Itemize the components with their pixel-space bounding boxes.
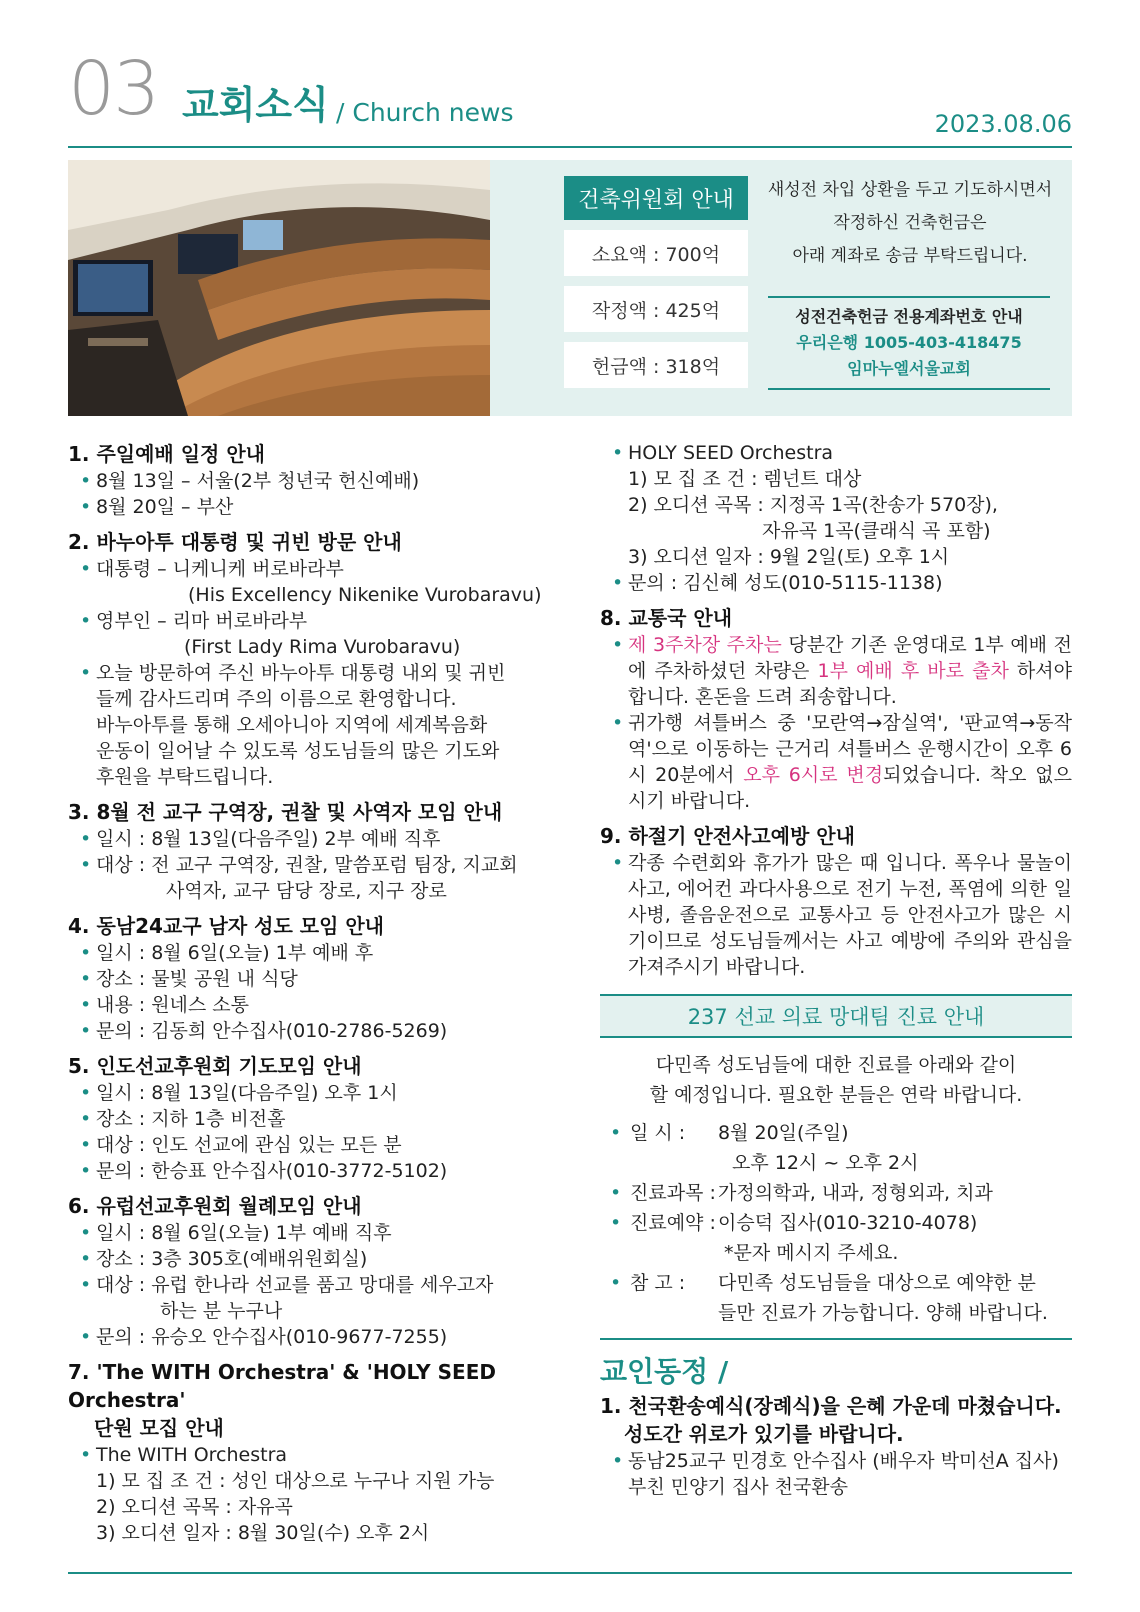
notice-section	[68, 1358, 552, 1546]
account-number: 우리은행 1005-403-418475	[796, 333, 1022, 352]
list-item: • 오늘 방문하여 주신 바누아투 대통령 내외 및 귀빈	[68, 660, 552, 686]
list-item-cont: 3) 오디션 일자 : 9월 2일(토) 오후 1시	[628, 546, 950, 568]
list-item: • 각종 수련회와 휴가가 많은 때 입니다. 폭우나 물놀이 사고, 에어컨 과다사용으로 전기 누전, 폭염에 의한 일사병, 졸음운전으로 교통사고 등 안전사고가 많은 시기이므로 성도님들께서는 사고 예방에 주의와 관심을 가져주시기 바랍니다.	[600, 850, 1072, 980]
notice-section	[68, 798, 552, 904]
list-item-cont: 하는 분 누구나	[160, 1300, 283, 1322]
list-item-cont: (His Excellency Nikenike Vurobaravu)	[188, 584, 542, 606]
medical-value: *문자 메시지 주세요.	[724, 1242, 899, 1264]
section-heading-cont: 단원 모집 안내	[94, 1416, 224, 1440]
medical-value: 다민족 성도님들을 대상으로 예약한 분	[718, 1272, 1036, 1294]
right-column	[600, 440, 1072, 1500]
notice-section	[68, 528, 552, 790]
body-text: 하셔야 합니다. 혼돈을 드려 죄송합니다.	[628, 660, 1072, 708]
section-heading: 9. 하절기 안전사고예방 안내	[600, 824, 855, 848]
building-message-line: 아래 계좌로 송금 부탁드립니다.	[792, 246, 1028, 266]
list-item: • 대상 : 인도 선교에 관심 있는 모든 분	[68, 1132, 552, 1158]
list-item: • 문의 : 김신혜 성도(010-5115-1138)	[600, 570, 1072, 596]
medical-value: 이승덕 집사(010-3210-4078)	[718, 1212, 978, 1234]
medical-row: • 참 고 : 다민족 성도님들을 대상으로 예약한 분	[600, 1268, 1072, 1298]
list-item-cont: (First Lady Rima Vurobaravu)	[184, 636, 461, 658]
list-item: • 8월 13일 – 서울(2부 청년국 헌신예배)	[68, 468, 552, 494]
list-item: • 대상 : 유럽 한나라 선교를 품고 망대를 세우고자	[68, 1272, 552, 1298]
building-message-line: 새성전 차입 상환을 두고 기도하시면서	[767, 180, 1053, 200]
medical-value: 오후 12시 ~ 오후 2시	[732, 1152, 919, 1174]
list-item-cont: 2) 오디션 곡목 : 자유곡	[96, 1496, 293, 1518]
section-heading: 6. 유럽선교후원회 월례모임 안내	[68, 1194, 362, 1218]
medical-row-cont	[600, 1298, 1072, 1328]
list-item: • 일시 : 8월 13일(다음주일) 오후 1시	[68, 1080, 552, 1106]
body-text: 귀가행 셔틀버스 중 '모란역→잠실역', '판교역→동작역'으로 이동하는 근거리 셔틀버스 운행시간이 오후 6시 20분에서	[628, 712, 1072, 786]
notice-section	[600, 440, 1072, 596]
list-item: • 영부인 – 리마 버로바라부	[68, 608, 552, 634]
medical-intro-line: 다민족 성도님들에 대한 진료를 아래와 같이	[655, 1054, 1017, 1076]
list-item: • The WITH Orchestra	[68, 1442, 552, 1468]
medical-row-cont	[600, 1148, 1072, 1178]
list-item: • 일시 : 8월 6일(오늘) 1부 예배 직후	[68, 1220, 552, 1246]
list-item-cont: 사역자, 교구 담당 장로, 지구 장로	[166, 880, 447, 902]
list-item	[600, 632, 1072, 710]
medical-row: • 일 시 : 8월 20일(주일)	[600, 1118, 1072, 1148]
body-text: 되었습니다. 착오 없으시기 바랍니다.	[628, 764, 1072, 812]
medical-row: • 진료예약 : 이승덕 집사(010-3210-4078)	[600, 1208, 1072, 1238]
notice-section	[600, 822, 1072, 980]
section-heading: 1. 주일예배 일정 안내	[68, 442, 265, 466]
section-heading-cont: 성도간 위로가 있기를 바랍니다.	[624, 1422, 904, 1446]
list-item-cont: 2) 오디션 곡목 : 지정곡 1곡(찬송가 570장),	[628, 494, 998, 516]
medical-label: 일 시 :	[630, 1122, 686, 1144]
section-heading: 4. 동남24교구 남자 성도 모임 안내	[68, 914, 384, 938]
medical-details	[600, 1118, 1072, 1328]
section-heading: 1. 천국환송예식(장례식)을 은혜 가운데 마쳤습니다.	[600, 1394, 1062, 1418]
notice-section	[600, 604, 1072, 814]
highlight-text: 1부 예배 후 바로 출차	[817, 660, 1009, 682]
list-item: • 대상 : 전 교구 구역장, 권찰, 말씀포럼 팀장, 지교회	[68, 852, 552, 878]
section-heading: 2. 바누아투 대통령 및 귀빈 방문 안내	[68, 530, 402, 554]
highlight-text: 제 3주차장 주차는	[628, 634, 782, 656]
list-item: • HOLY SEED Orchestra	[600, 440, 1072, 466]
account-title: 성전건축헌금 전용계좌번호 안내	[795, 307, 1023, 326]
medical-value: 8월 20일(주일)	[718, 1122, 849, 1144]
medical-row-cont	[600, 1238, 1072, 1268]
section-number: 03	[68, 46, 159, 132]
medical-intro-line: 할 예정입니다. 필요한 분들은 연락 바랍니다.	[649, 1084, 1023, 1106]
notice-section	[68, 1052, 552, 1184]
list-item: • 내용 : 원네스 소통	[68, 992, 552, 1018]
header-divider	[68, 146, 1072, 148]
list-item: • 장소 : 물빛 공원 내 식당	[68, 966, 552, 992]
medical-divider	[600, 1338, 1072, 1340]
building-message-line: 작정하신 건축헌금은	[833, 213, 987, 233]
medical-row: • 진료과목 : 가정의학과, 내과, 정형외과, 치과	[600, 1178, 1072, 1208]
members-news-title: 교인동정 /	[600, 1355, 729, 1388]
building-committee-banner	[68, 160, 1072, 416]
medical-value: 들만 진료가 가능합니다. 양해 바랍니다.	[718, 1302, 1048, 1324]
sanctuary-illustration	[68, 160, 490, 416]
page-subtitle: / Church news	[336, 98, 514, 127]
left-column	[68, 440, 552, 1554]
page-title: 교회소식	[182, 83, 329, 127]
list-item: • 문의 : 김동희 안수집사(010-2786-5269)	[68, 1018, 552, 1044]
medical-label: 진료과목 :	[630, 1182, 716, 1204]
building-message	[766, 174, 1054, 273]
list-item-cont: 1) 모 집 조 건 : 성인 대상으로 누구나 지원 가능	[96, 1470, 495, 1492]
list-item-cont: 바누아투를 통해 오세아니아 지역에 세계복음화	[96, 714, 488, 736]
list-item: • 일시 : 8월 6일(오늘) 1부 예배 후	[68, 940, 552, 966]
offered-amount: 헌금액 : 318억	[564, 342, 748, 388]
notice-section	[68, 440, 552, 520]
pledged-amount: 작정액 : 425억	[564, 286, 748, 332]
section-heading: 7. 'The WITH Orchestra' & 'HOLY SEED Orchestra'	[68, 1360, 496, 1412]
notice-section	[68, 1192, 552, 1350]
list-item-cont: 자유곡 1곡(클래식 곡 포함)	[762, 520, 991, 542]
list-item-cont: 1) 모 집 조 건 : 렘넌트 대상	[628, 468, 862, 490]
medical-label: 참 고 :	[630, 1272, 686, 1294]
account-info	[768, 296, 1050, 390]
list-item: • 동남25교구 민경호 안수집사 (배우자 박미선A 집사)	[600, 1448, 1072, 1474]
section-heading: 5. 인도선교후원회 기도모임 안내	[68, 1054, 362, 1078]
section-heading: 8. 교통국 안내	[600, 606, 733, 630]
section-heading: 3. 8월 전 교구 구역장, 권찰 및 사역자 모임 안내	[68, 800, 503, 824]
list-item-cont: 운동이 일어날 수 있도록 성도님들의 많은 기도와	[96, 740, 500, 762]
required-amount: 소요액 : 700억	[564, 230, 748, 276]
list-item: • 문의 : 한승표 안수집사(010-3772-5102)	[68, 1158, 552, 1184]
list-item	[600, 710, 1072, 814]
list-item: • 문의 : 유승오 안수집사(010-9677-7255)	[68, 1324, 552, 1350]
notice-section	[68, 912, 552, 1044]
list-item: • 8월 20일 – 부산	[68, 494, 552, 520]
medical-value: 가정의학과, 내과, 정형외과, 치과	[718, 1182, 993, 1204]
list-item-cont: 부친 민양기 집사 천국환송	[628, 1476, 849, 1498]
list-item-cont: 후원을 부탁드립니다.	[96, 766, 274, 788]
medical-team-title: 237 선교 의료 망대팀 진료 안내	[600, 994, 1072, 1038]
building-committee-title: 건축위원회 안내	[564, 176, 748, 220]
account-holder: 임마누엘서울교회	[847, 359, 971, 378]
list-item: • 장소 : 3층 305호(예배위원회실)	[68, 1246, 552, 1272]
list-item: • 일시 : 8월 13일(다음주일) 2부 예배 직후	[68, 826, 552, 852]
sanctuary-photo	[68, 160, 490, 416]
bulletin-date: 2023.08.06	[934, 110, 1072, 138]
list-item: • 장소 : 지하 1층 비전홀	[68, 1106, 552, 1132]
list-item-cont: 3) 오디션 일자 : 8월 30일(수) 오후 2시	[96, 1522, 430, 1544]
footer-divider	[68, 1572, 1072, 1574]
medical-label: 진료예약 :	[630, 1212, 716, 1234]
highlight-text: 오후 6시로 변경	[743, 764, 884, 786]
list-item-cont: 들께 감사드리며 주의 이름으로 환영합니다.	[96, 688, 457, 710]
body-text: 당분간 기존 운영대로 1부 예배 전에 주차하셨던 차량은	[628, 634, 1072, 682]
list-item: • 대통령 – 니케니케 버로바라부	[68, 556, 552, 582]
medical-intro	[600, 1050, 1072, 1110]
